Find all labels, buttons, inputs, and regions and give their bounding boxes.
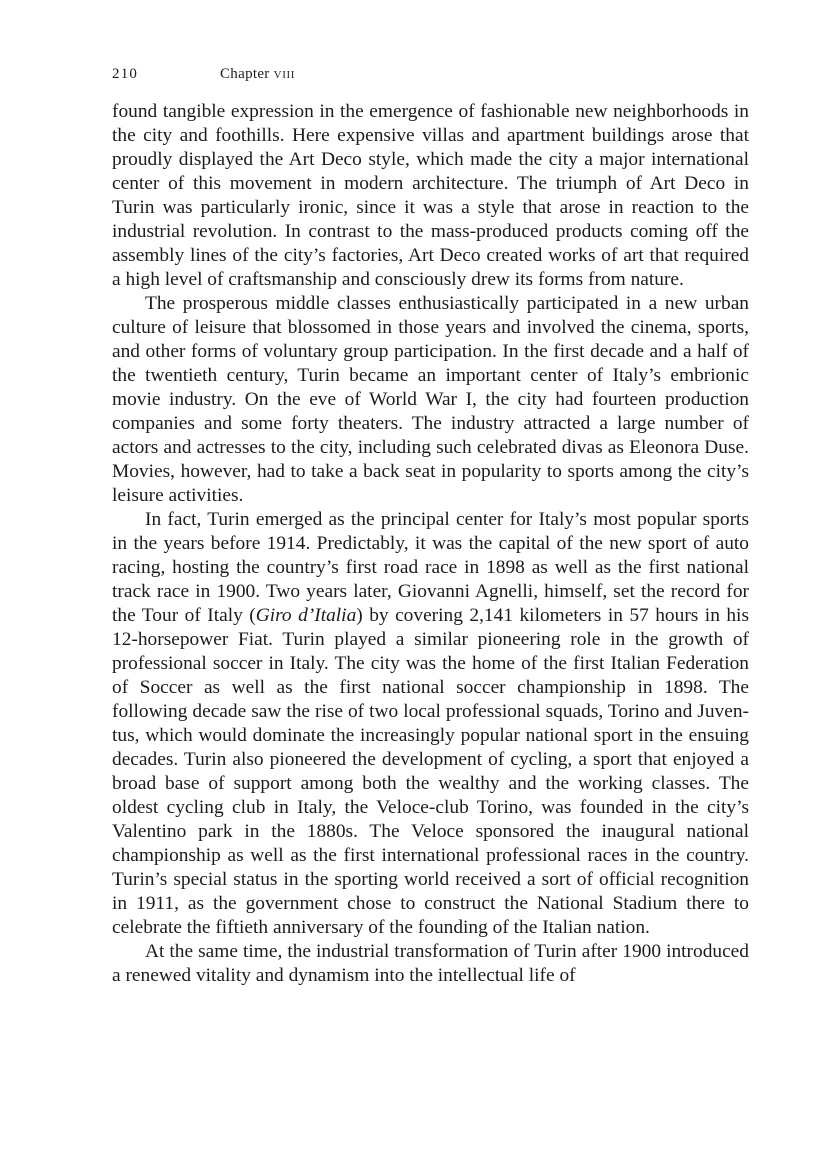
paragraph-continued: found tangible expression in the emergence of fashionable new neighborhoods in the city and foothills. Here expensive villas and apartment buildings arose that proudly displayed the Art Deco style, which made the city a major international center of this movement in modern architecture. The triumph of Art Deco in Turin was particularly ironic, since it was a style that arose in reaction to the industrial revolution. In contrast to the mass-produced products coming off the assembly lines of the city’s factories, Art Deco created works of art that required a high level of craftsmanship and consciously drew its forms from nature. <box>112 101 749 290</box>
paragraph: The prosperous middle classes enthusiastically participated in a new urban culture of leisure that blossomed in those years and involved the cinema, sports, and other forms of voluntary group participation. In the first decade and a half of the twentieth century, Turin became an important center of Italy’s embrionic movie industry. On the eve of World War I, the city had fourteen production companies and some forty theaters. The industry attracted a large number of actors and actresses to the city, including such celebrated divas as Eleonora Duse. Movies, however, had to take a back seat in popularity to sports among the city’s leisure activities. <box>112 293 749 506</box>
paragraph-text: ) by covering 2,141 kilometers in 57 hours in his 12-horsepower Fiat. Turin played a similar pioneering role in the growth of professional soccer in Italy. The city was the home of the first Italian Federation of Soccer as well as the first national soccer championship in 1898. The following decade saw the rise of two local professional squads, Torino and Juventus, which would dominate the increasingly popular national sport in the ensuing decades. Turin also pioneered the development of cycling, a sport that enjoyed a broad base of support among both the wealthy and the working classes. The oldest cycling club in Italy, the Veloce-club Torino, was founded in the city’s Valentino park in the 1880s. The Veloce sponsored the inaugural national championship as well as the first international professional races in the country. Turin’s special status in the sporting world received a sort of official recognition in 1911, as the government chose to construct the National Stadium there to celebrate the fiftieth anniversary of the founding of the Italian nation. <box>112 605 749 938</box>
paragraph: At the same time, the industrial transformation of Turin after 1900 introduced a renewed vitality and dynamism into the intellectual life of <box>112 941 749 986</box>
chapter-title <box>220 62 295 86</box>
italic-title: Giro d’Italia <box>255 605 357 626</box>
chapter-numeral: viii <box>273 66 295 82</box>
book-page <box>112 62 749 988</box>
page-number: 210 <box>112 66 139 82</box>
chapter-word: Chapter <box>220 66 270 82</box>
running-head <box>112 62 749 86</box>
body-text <box>112 100 749 988</box>
paragraph-text: In fact, Turin emerged as the principal center for Italy’s most popular sports in the years before 1914. Predictably, it was the capital of the new sport of auto racing, hosting the country’s first road race in 1898 as well as the first national track race in 1900. Two years later, Giovanni Agnelli, himself, set the record for the Tour of Italy ( <box>112 509 749 626</box>
paragraph <box>112 508 749 940</box>
